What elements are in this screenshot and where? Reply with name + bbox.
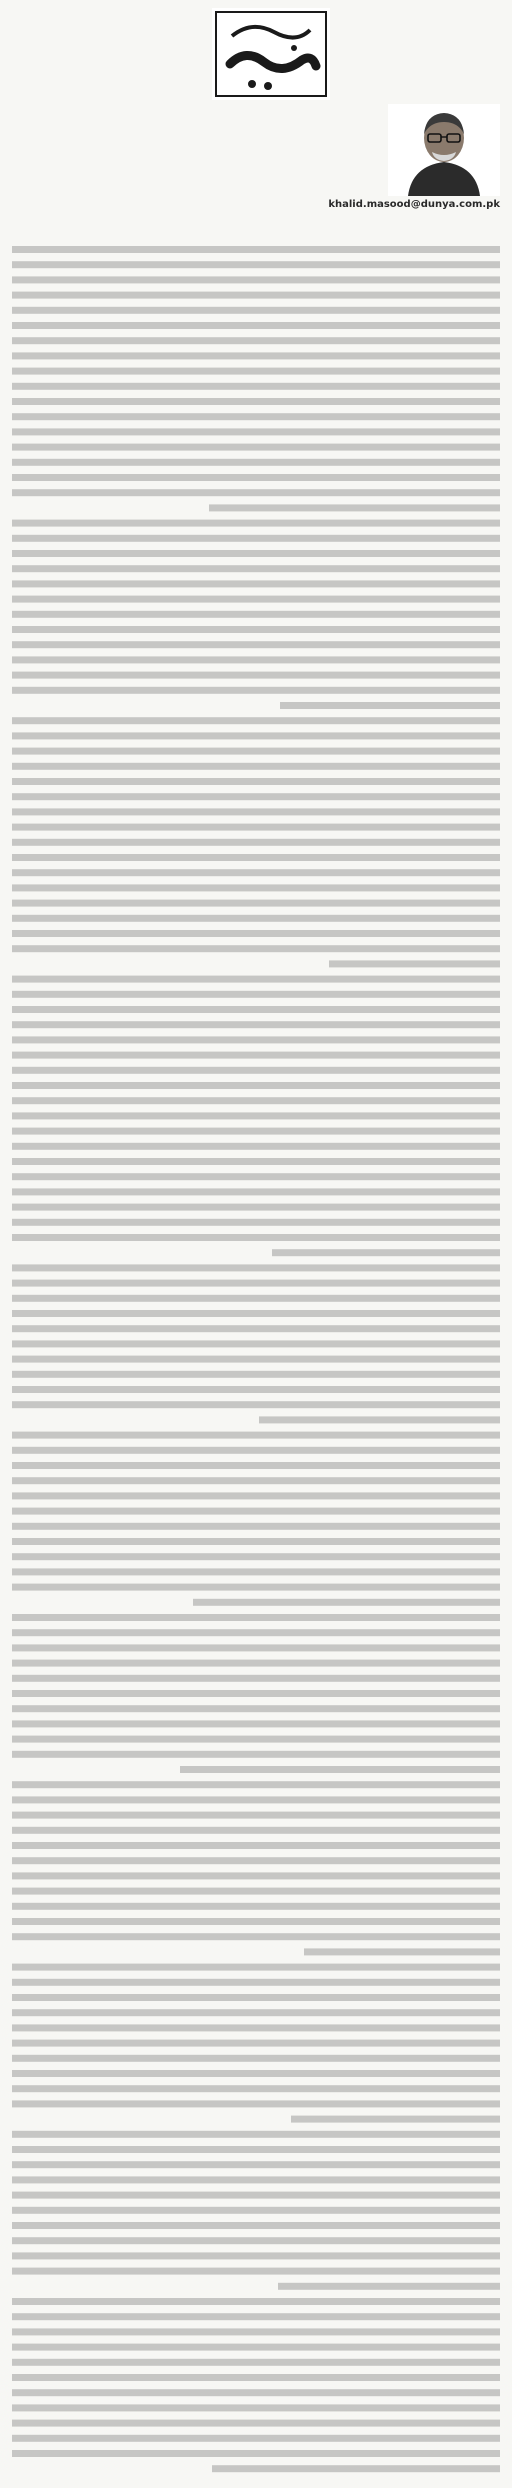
text-line-placeholder [12,2131,500,2138]
text-line-placeholder [12,2176,500,2183]
text-line-placeholder [12,413,500,420]
text-line-placeholder [12,596,500,603]
columnist-email: khalid.masood@dunya.com.pk [328,199,500,210]
text-line-placeholder [12,824,500,831]
text-line-placeholder [12,1918,500,1925]
text-line-placeholder [12,1508,500,1515]
text-line-placeholder [12,1204,500,1211]
text-line-placeholder [12,1112,500,1119]
text-line-placeholder [12,1386,500,1393]
text-line-placeholder [12,1629,500,1636]
text-line-placeholder [180,1766,500,1773]
text-line-placeholder [12,854,500,861]
text-line-placeholder [12,322,500,329]
column-name [212,104,330,124]
text-line-placeholder [12,2450,500,2457]
text-line-placeholder [12,1568,500,1575]
column-byline [212,104,330,148]
text-line-placeholder [12,641,500,648]
text-line-placeholder [12,717,500,724]
text-line-placeholder [12,2024,500,2031]
text-line-placeholder [12,1371,500,1378]
portrait-image [388,104,500,196]
text-line-placeholder [12,2146,500,2153]
text-line-placeholder [12,1538,500,1545]
text-line-placeholder [12,1903,500,1910]
text-line-placeholder [12,1477,500,1484]
text-line-placeholder [12,1614,500,1621]
text-line-placeholder [12,976,500,983]
text-line-placeholder [12,732,500,739]
text-line-placeholder [12,991,500,998]
text-line-placeholder [12,2237,500,2244]
text-line-placeholder [12,748,500,755]
text-line-placeholder [12,1401,500,1408]
text-line-placeholder [12,1006,500,1013]
text-line-placeholder [12,489,500,496]
text-line-placeholder [12,1644,500,1651]
text-line-placeholder [12,292,500,299]
text-line-placeholder [12,2070,500,2077]
text-line-placeholder [12,1128,500,1135]
text-line-placeholder [12,687,500,694]
text-line-placeholder [12,1796,500,1803]
text-line-placeholder [12,1097,500,1104]
text-line-placeholder [12,1675,500,1682]
text-line-placeholder [12,2222,500,2229]
text-line-placeholder [12,2009,500,2016]
text-line-placeholder [12,1842,500,1849]
text-line-placeholder [304,1948,500,1955]
text-line-placeholder [12,839,500,846]
text-line-placeholder [12,2040,500,2047]
text-line-placeholder [12,276,500,283]
article-body [8,242,504,2478]
masthead-logo-graphic [212,8,330,100]
text-line-placeholder [12,1660,500,1667]
text-line-placeholder [12,2055,500,2062]
text-line-placeholder [12,2328,500,2335]
text-line-placeholder [12,1553,500,1560]
text-line-placeholder [12,1082,500,1089]
text-line-placeholder [12,611,500,618]
article-text-lines [8,242,504,2478]
text-line-placeholder [12,2100,500,2107]
text-line-placeholder [272,1249,500,1256]
text-line-placeholder [12,2252,500,2259]
text-line-placeholder [12,1325,500,1332]
text-line-placeholder [12,580,500,587]
newspaper-masthead-logo [212,8,330,100]
text-line-placeholder [12,1432,500,1439]
text-line-placeholder [259,1416,500,1423]
text-line-placeholder [12,459,500,466]
text-line-placeholder [12,1188,500,1195]
text-line-placeholder [12,1021,500,1028]
text-line-placeholder [12,869,500,876]
text-line-placeholder [12,1264,500,1271]
text-line-placeholder [12,1964,500,1971]
text-line-placeholder [12,2374,500,2381]
text-line-placeholder [12,428,500,435]
text-line-placeholder [12,261,500,268]
text-line-placeholder [12,1827,500,1834]
text-line-placeholder [12,1143,500,1150]
text-line-placeholder [12,2420,500,2427]
text-line-placeholder [12,1584,500,1591]
text-line-placeholder [12,793,500,800]
text-line-placeholder [12,626,500,633]
text-line-placeholder [291,2116,500,2123]
text-line-placeholder [12,1356,500,1363]
text-line-placeholder [12,1736,500,1743]
text-line-placeholder [12,2207,500,2214]
text-line-placeholder [209,504,500,511]
text-line-placeholder [12,337,500,344]
text-line-placeholder [12,2192,500,2199]
text-line-placeholder [12,1781,500,1788]
text-line-placeholder [12,900,500,907]
text-line-placeholder [280,702,500,709]
text-line-placeholder [12,656,500,663]
text-line-placeholder [12,1979,500,1986]
text-line-placeholder [12,520,500,527]
text-line-placeholder [12,550,500,557]
text-line-placeholder [193,1599,500,1606]
text-line-placeholder [12,2298,500,2305]
text-line-placeholder [12,672,500,679]
text-line-placeholder [12,368,500,375]
text-line-placeholder [12,2404,500,2411]
text-line-placeholder [12,398,500,405]
text-line-placeholder [12,383,500,390]
text-line-placeholder [12,945,500,952]
text-line-placeholder [12,1340,500,1347]
text-line-placeholder [12,1857,500,1864]
text-line-placeholder [12,1158,500,1165]
text-line-placeholder [12,1690,500,1697]
text-line-placeholder [12,1173,500,1180]
text-line-placeholder [12,1219,500,1226]
text-line-placeholder [12,2313,500,2320]
text-line-placeholder [12,778,500,785]
text-line-placeholder [12,763,500,770]
text-line-placeholder [12,565,500,572]
text-line-placeholder [12,1933,500,1940]
text-line-placeholder [12,352,500,359]
text-line-placeholder [12,535,500,542]
text-line-placeholder [12,2085,500,2092]
text-line-placeholder [12,474,500,481]
text-line-placeholder [12,1462,500,1469]
columnist-name [212,124,330,136]
text-line-placeholder [12,1751,500,1758]
text-line-placeholder [12,2435,500,2442]
text-line-placeholder [12,1705,500,1712]
text-line-placeholder [329,960,500,967]
text-line-placeholder [12,2161,500,2168]
text-line-placeholder [12,246,500,253]
text-line-placeholder [12,444,500,451]
text-line-placeholder [12,1280,500,1287]
columnist-photo [388,104,500,196]
text-line-placeholder [12,1036,500,1043]
text-line-placeholder [12,1812,500,1819]
text-line-placeholder [12,1994,500,2001]
text-line-placeholder [12,1523,500,1530]
text-line-placeholder [12,1872,500,1879]
text-line-placeholder [12,808,500,815]
article-headline [8,220,504,238]
text-line-placeholder [278,2283,500,2290]
text-line-placeholder [12,1447,500,1454]
text-line-placeholder [12,930,500,937]
text-line-placeholder [12,884,500,891]
text-line-placeholder [12,2268,500,2275]
text-line-placeholder [12,307,500,314]
text-line-placeholder [12,2389,500,2396]
text-line-placeholder [12,2344,500,2351]
text-line-placeholder [12,1888,500,1895]
text-line-placeholder [12,915,500,922]
text-line-placeholder [12,1052,500,1059]
text-line-placeholder [212,2465,500,2472]
text-line-placeholder [12,1295,500,1302]
text-line-placeholder [12,1234,500,1241]
text-line-placeholder [12,1310,500,1317]
text-line-placeholder [12,1067,500,1074]
text-line-placeholder [12,1720,500,1727]
text-line-placeholder [12,1492,500,1499]
text-line-placeholder [12,2359,500,2366]
